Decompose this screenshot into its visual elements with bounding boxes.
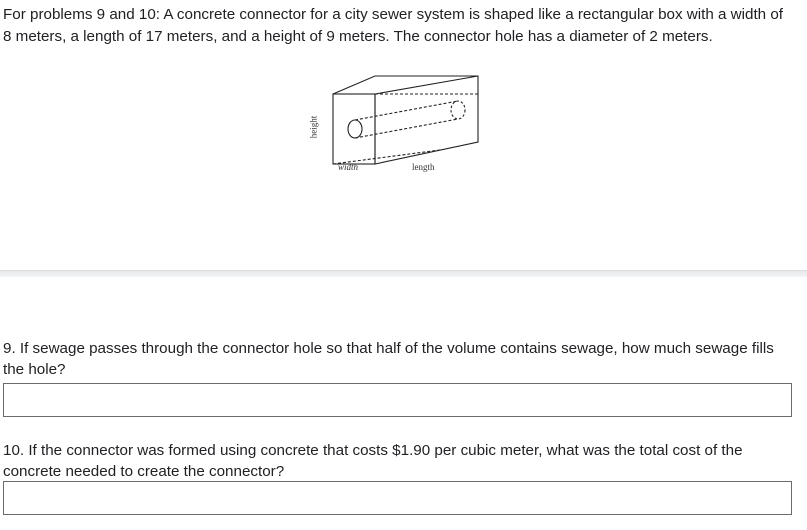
question-10-text: 10. If the connector was formed using concrete that costs $1.90 per cubic meter, what was the total cost of the concrete needed to create the connector? [3,442,743,480]
connector-hole-front [348,120,362,138]
box-front-face [333,94,375,164]
connector-box-diagram [310,68,500,180]
question-10-answer-input[interactable] [3,481,792,515]
connector-hole-back [451,101,465,119]
width-label: width [338,162,359,172]
length-label: length [412,162,435,172]
problem-intro: For problems 9 and 10: A concrete connector for a city sewer system is shaped like a rectangular box with a width of 8 meters, a length of 17 meters, and a height of 9 meters. The connector hole has a diameter of 2 meters. [3,6,784,45]
question-9-text: 9. If sewage passes through the connector hole so that half of the volume contains sewage, how much sewage fills the hole? [3,340,774,378]
question-9-answer-input[interactable] [3,383,792,417]
height-label: height [308,115,319,139]
section-divider [0,270,807,277]
